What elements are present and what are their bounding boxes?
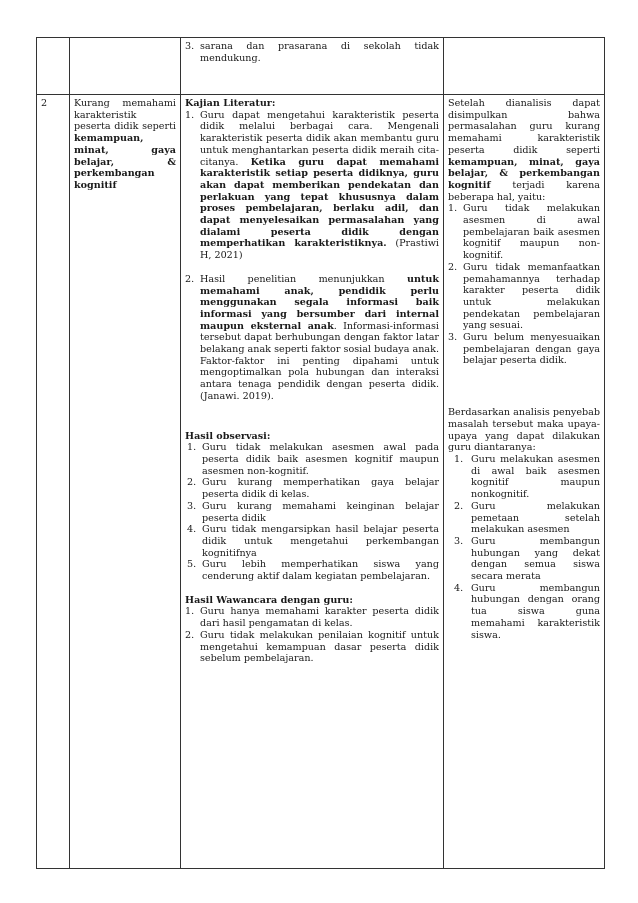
list-item [454,583,600,642]
citation: (Prastiwi H, 2021) [200,238,439,262]
solution-list [448,454,600,641]
analysis-bold-text: kemampuan, minat, gaya belajar, & perkembangan kognitif [448,156,600,191]
list-item [448,332,600,367]
list-item [448,203,600,262]
list-text: Guru tidak melakukan penilaian kognitif untuk mengetahui kemampuan dasar peserta didik sebelum pembelajaran. [200,629,439,665]
list-number: 3. [185,41,195,52]
list-item [187,559,439,582]
list-item [187,442,439,477]
list-text: Hasil penelitian menunjukkan [200,273,407,285]
analysis-list [448,203,600,367]
findings-cell [181,95,444,869]
analysis-cell [444,95,605,869]
list-text: sarana dan prasarana di sekolah tidak mendukung. [200,41,439,64]
row-number-cell [37,95,70,869]
list-text: Guru dapat mengetahui karakteristik peserta didik melalui berbagai cara. Mengenali karakteristik peserta didik akan membantu guru untuk menghantarkan peserta didik meraih cita-citanya. [200,109,439,168]
list-item [187,524,439,559]
cell-empty [70,38,181,95]
analysis-paragraph [448,98,600,203]
list-number: 1. [185,606,195,618]
list-text: Guru membangun hubungan dengan orang tua siswa guna memahami karakteristik siswa. [471,582,600,641]
list-text: Guru melakukan pemetaan setelah melakukan asesmen [471,500,600,536]
kajian-title: Kajian Literatur: [185,98,276,109]
list-item [185,630,439,665]
list-item [454,501,600,536]
list-item [185,110,439,262]
observasi-title: Hasil observasi: [185,430,271,442]
table-row [37,95,605,869]
list-item [187,477,439,500]
problem-cell [70,95,181,869]
list-item [185,606,439,629]
list-number: 4. [187,524,197,536]
list-number: 2. [187,477,197,489]
problem-text: Kurang memahami karakteristik peserta didik seperti [74,98,176,133]
list-number: 1. [454,453,464,465]
list-bold-text: untuk memahami anak, pendidik perlu menggunakan segala informasi baik informasi yang bersumber dari internal maupun eksternal anak [200,273,439,332]
list-text: Guru tidak melakukan asesmen awal pada peserta didik baik asesmen kognitif maupun asesmen non-kognitif. [202,442,439,477]
list-text: Guru tidak memanfaatkan pemahamannya terhadap karakter peserta didik untuk melakukan pendekatan pembelajaran yang sesuai. [463,261,600,332]
list-number: 5. [187,559,197,571]
wawancara-title: Hasil Wawancara dengan guru: [185,594,353,606]
analysis-text: Setelah dianalisis dapat disimpulkan bahwa permasalahan guru kurang memahami karakteristik peserta didik seperti [448,98,600,156]
cell-empty [444,38,605,95]
list-text: Guru tidak mengarsipkan hasil belajar peserta didik untuk mengetahui perkembangan kognitifnya [202,524,439,559]
list-text: Guru tidak melakukan asesmen di awal pembelajaran baik asesmen kognitif maupun non-kognitif. [463,203,600,262]
cell-empty [37,38,70,95]
solution-intro: Berdasarkan analisis penyebab masalah tersebut maka upaya-upaya yang dapat dilakukan guru diantaranya: [448,407,600,454]
list-number: 2. [454,500,464,512]
list-number: 1. [448,203,458,215]
document-table [36,37,605,869]
list-item [454,454,600,501]
row-number: 2 [41,98,48,109]
list-number: 4. [454,582,464,594]
observasi-list [185,442,439,582]
list-item [448,262,600,332]
list-number: 3. [448,332,458,344]
list-item [187,501,439,524]
list-bold-text: Ketika guru dapat memahami karakteristik setiap peserta didiknya, guru akan dapat memberikan pendekatan dan perlakuan yang tepat khususnya dalam proses pembelajaran, berlaku adil, dan dapat menyelesaikan permasalahan yang dialami peserta didik dengan memperhatikan karakteristiknya. [200,156,440,250]
problem-bold-text: kemampuan, minat, gaya belajar, & perkembangan kognitif [74,133,176,191]
list-text: Guru membangun hubungan yang dekat dengan semua siswa secara merata [471,535,600,583]
list-text: Guru kurang memahami keinginan belajar peserta didik [202,500,439,524]
table-row [37,38,605,95]
list-number: 2. [185,273,195,285]
list-number: 2. [185,629,195,641]
list-number: 2. [448,261,458,273]
list-item [185,274,439,403]
list-number: 3. [454,535,464,547]
list-item [454,536,600,583]
list-text: Guru hanya memahami karakter peserta didik dari hasil pengamatan di kelas. [200,606,439,630]
kajian-list [185,110,439,403]
cell-continuation [181,38,444,95]
list-number: 1. [187,442,197,454]
list-text: Guru kurang memperhatikan gaya belajar peserta didik di kelas. [202,477,439,501]
list-item [185,41,439,64]
list-text: . Informasi-informasi tersebut dapat berhubungan dengan faktor latar belakang anak seperti faktor sosial budaya anak. Faktor-faktor ini penting dipahami untuk mengoptimalkan pola hubungan dan interaksi antara tenaga pendidik dengan peserta didik. (Janawi. 2019). [200,320,439,402]
list-text: Guru melakukan asesmen di awal baik asesmen kognitif maupun nonkognitif. [471,453,600,501]
list-text: Guru belum menyesuaikan pembelajaran dengan gaya belajar peserta didik. [463,332,600,367]
list-number: 3. [187,500,197,512]
list-text: Guru lebih memperhatikan siswa yang cenderung aktif dalam kegiatan pembelajaran. [202,559,439,583]
analysis-text: terjadi karena beberapa hal, yaitu: [448,179,600,203]
wawancara-list [185,606,439,665]
list-number: 1. [185,109,195,121]
